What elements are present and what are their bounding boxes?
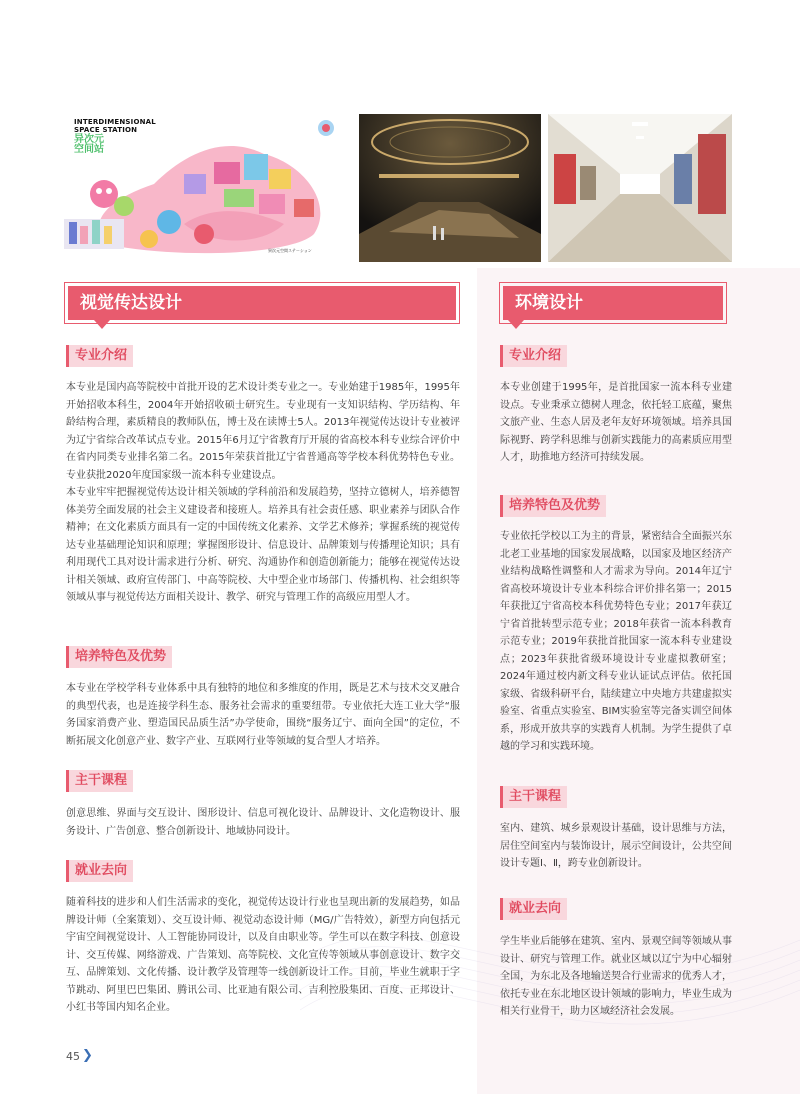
left-section-title-bar	[68, 286, 456, 320]
illustration-caption: 異次元空間ステーション	[268, 248, 312, 253]
museum-interior-photo	[359, 114, 541, 262]
left-features-text: 本专业在学校学科专业体系中具有独特的地位和多维度的作用，既是艺术与技术交叉融合的典型代表，也是连接学科生态、服务社会需求的重要纽带。专业依托大连工业大学“服务国家消费产业、塑造国民品质生活”办学使命，围绕“服务辽宁、面向全国”的定位，不断拓展文化创意产业、数字产业、互联网行业等领域的复合型人才培养。	[66, 683, 460, 747]
space-station-illustration	[64, 114, 352, 262]
left-heading-employment: 就业去向	[66, 860, 133, 882]
right-features-text: 专业依托学校以工为主的背景，紧密结合全面振兴东北老工业基地的国家发展战略，以国家及地区经济产业结构战略性调整和人才需求为导向。2014年辽宁省高校环境设计专业本科综合评价排名第一；2015年获批辽宁省高校本科优势特色专业；2017年获辽宁省首批转型示范专业；2018年获省一流本科教育示范专业；2019年获批首批国家一流本科专业建设点；2023年获批省级环境设计专业虚拟教研室；2024年通过校内新文科专业认证试点评估。依托国家级、省级科研平台，陆续建立中央地方共建虚拟实验室、省重点实验室、BIM实验室等完备实训空间体系，形成开放共享的实践育人机制。为学生提供了卓越的学习和实践环境。	[500, 531, 732, 752]
left-heading-intro: 专业介绍	[66, 345, 133, 367]
left-heading-features: 培养特色及优势	[66, 646, 172, 668]
illustration-title-cn: 异次元 空间站	[74, 134, 104, 155]
right-heading-employment: 就业去向	[500, 898, 567, 920]
right-section-title: 环境设计	[515, 293, 583, 313]
right-courses-text: 室内、建筑、城乡景观设计基础，设计思维与方法，居住空间室内与装饰设计，展示空间设计，公共空间设计专题Ⅰ、Ⅱ，跨专业创新设计。	[500, 823, 732, 869]
left-courses-text: 创意思维、界面与交互设计、图形设计、信息可视化设计、品牌设计、文化造物设计、服务设计、广告创意、整合创新设计、地域协同设计。	[66, 808, 460, 837]
illustration-title-en: INTERDIMENSIONAL SPACE STATION	[74, 118, 156, 134]
right-heading-intro: 专业介绍	[500, 345, 567, 367]
left-section-title: 视觉传达设计	[80, 293, 182, 313]
page-number: 45	[66, 1050, 80, 1063]
right-employment-text: 学生毕业后能够在建筑、室内、景观空间等领域从事设计、研究与管理工作。就业区域以辽宁为中心辐射全国，为东北及各地输送契合行业需求的优秀人才，依托专业在东北地区设计领域的影响力，毕业生成为相关行业骨干，助力区域经济社会发展。	[500, 936, 732, 1017]
right-title-pointer	[508, 320, 524, 329]
exhibition-corridor-photo	[548, 114, 732, 262]
right-heading-features: 培养特色及优势	[500, 495, 606, 517]
right-heading-courses: 主干课程	[500, 786, 567, 808]
next-page-chevron-icon[interactable]: ❯	[82, 1048, 93, 1063]
left-employment-text: 随着科技的进步和人们生活需求的变化，视觉传达设计行业也呈现出新的发展趋势，如品牌设计师（全案策划）、交互设计师、视觉动态设计师（MG/广告特效），新型方向包括元宇宙空间视觉设计、人工智能协同设计，以及自由职业等。学生可以在数字科技、创意设计、交互传媒、网络游戏、广告策划、高等院校、文化宣传等领域从事创意设计、数字交互、品牌策划、文化传播、设计教学及管理等一线创新设计工作。目前，毕业生就职于字节跳动、阿里巴巴集团、腾讯公司、比亚迪有限公司、吉利控股集团、百度、正邦设计、小红书等国内知名企业。	[66, 897, 460, 1013]
left-intro-text: 本专业是国内高等院校中首批开设的艺术设计类专业之一。专业始建于1985年，1995年开始招收本科生，2004年开始招收硕士研究生。专业现有一支知识结构、学历结构、年龄结构合理，素质精良的教师队伍，博士及在读博士5人。2013年视觉传达设计专业被评为辽宁省综合改革试点专业。2015年6月辽宁省教育厅开展的省高校本科专业综合评价中在省内同类专业排名第二名。2015年荣获首批辽宁省普通高等学校本科优势特色专业。专业获批2020年度国家级一流本科专业建设点。 本专业牢牢把握视觉传达设计相关领域的学科前沿和发展趋势，坚持立德树人，培养德智体美劳全面发展的社会主义建设者和接班人。培养具有社会责任感、职业素养与团队合作精神；在文化素质方面具有一定的中国传统文化素养、文学艺术修养；掌握系统的视觉传达专业基础理论知识和原理；掌握图形设计、信息设计、品牌策划与传播理论知识；具有利用现代工具对设计需求进行分析、研究、沟通协作和创造创新能力；能够在视觉传达设计相关领域、政府宣传部门、中高等院校、大中型企业市场部门、传播机构、社会组织等领域从事与视觉传达方面相关设计、教学、研究与管理工作的高级应用型人才。	[66, 382, 460, 603]
right-intro-text: 本专业创建于1995年，是首批国家一流本科专业建设点。专业秉承立德树人理念，依托轻工底蕴，聚焦文旅产业、生态人居及老年友好环境领域。培养具国际视野、跨学科思维与创新实践能力的高素质应用型人才，助推地方经济可持续发展。	[500, 382, 732, 463]
right-section-title-bar	[503, 286, 723, 320]
left-heading-courses: 主干课程	[66, 770, 133, 792]
left-title-pointer	[94, 320, 110, 329]
